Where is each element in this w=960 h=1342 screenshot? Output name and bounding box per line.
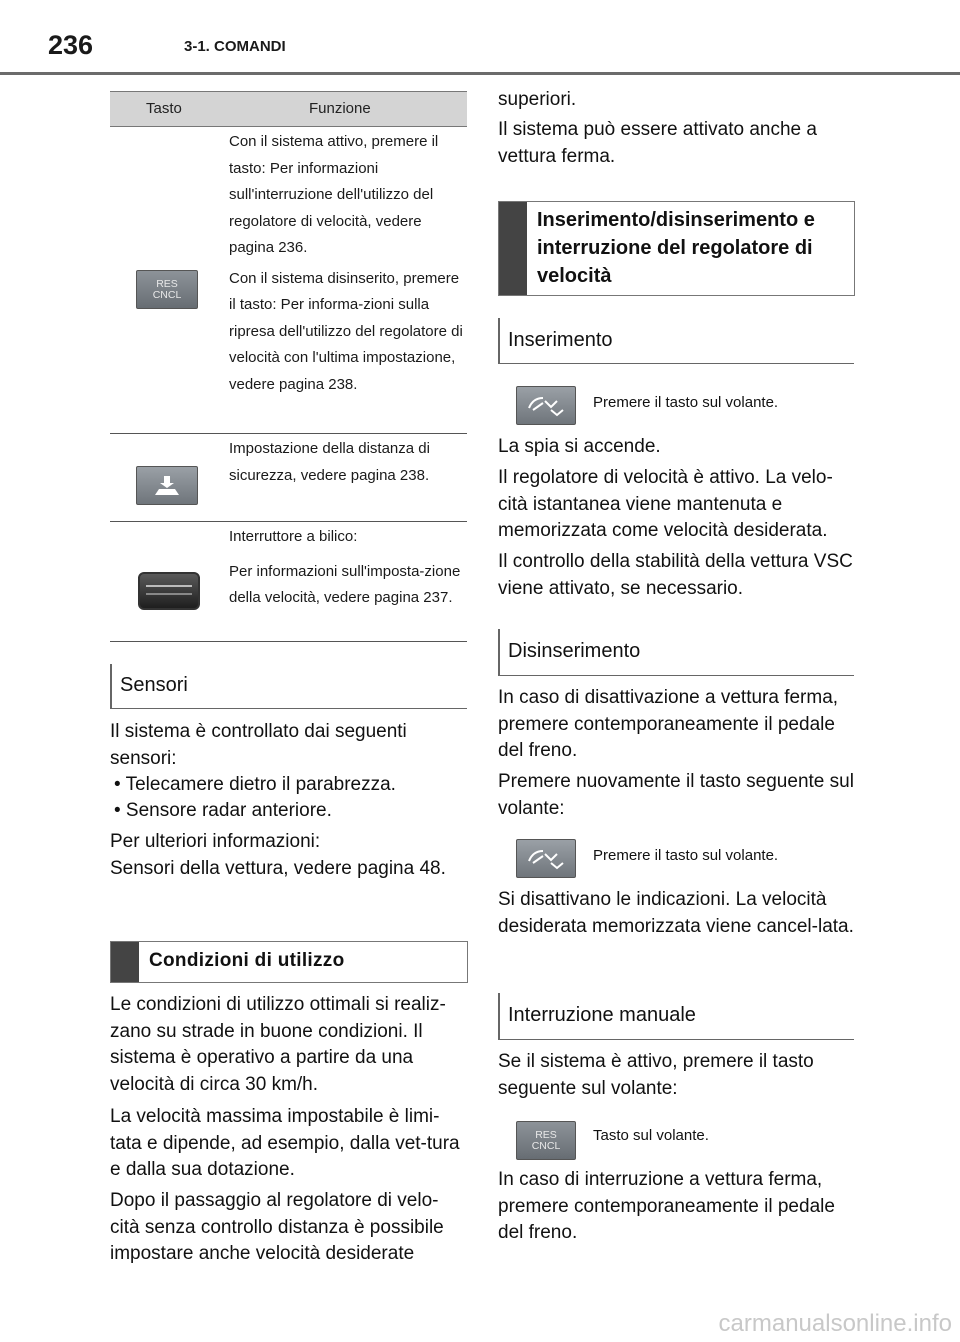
more-info-text: Per ulteriori informazioni: (110, 831, 321, 852)
table-header (110, 91, 467, 127)
interruzione-paragraph: Se il sistema è attivo, premere il tasto seguente sul volante: (498, 1051, 814, 1099)
heading-bar (499, 202, 527, 295)
condizioni-paragraph: La velocità massima impostabile è limi-tata e dipende, ad esempio, dalla vet-tura e dalla sua dotazione. (110, 1106, 460, 1180)
continued-paragraph: Il sistema può essere attivato anche a vettura ferma. (498, 119, 817, 167)
interruzione-paragraph: In caso di interruzione a vettura ferma, premere contemporaneamente il pedale del freno. (498, 1169, 835, 1243)
distance-key-icon (136, 466, 198, 505)
key-label-res: RES (535, 1129, 557, 1141)
subheading-bar (498, 318, 500, 363)
inserimento-paragraph: Il regolatore di velocità è attivo. La velo-cità istantanea viene mantenuta e memorizzata come velocità desiderata. (498, 467, 833, 541)
disinserimento-paragraph: In caso di disattivazione a vettura ferma, premere contemporaneamente il pedale del freno. (498, 687, 839, 761)
table-row-divider (110, 521, 467, 522)
key-description: Premere il tasto sul volante. (593, 847, 779, 864)
inserimento-heading: Inserimento (508, 329, 613, 351)
cruise-control-key-icon (516, 839, 576, 878)
speedometer-icon (517, 387, 575, 424)
condizioni-heading-box (110, 941, 468, 983)
table-cell-function (229, 524, 466, 616)
disinserimento-heading: Disinserimento (508, 640, 641, 662)
speedometer-icon (517, 840, 575, 877)
subheading-bar (498, 629, 500, 675)
subheading-rule (498, 1039, 854, 1040)
header-divider (0, 72, 960, 75)
section-title: 3-1. COMANDI (184, 38, 286, 55)
table-bottom-rule (110, 641, 467, 642)
distance-arrow-icon (137, 467, 197, 504)
cruise-control-key-icon (516, 386, 576, 425)
list-item: • Telecamere dietro il parabrezza. (114, 774, 396, 795)
function-text: Interruttore a bilico: (229, 528, 358, 545)
condizioni-paragraph: Le condizioni di utilizzo ottimali si realiz-zano su strade in buone condizioni. Il sistema è operativo a partire da una velocità di circa 30 km/h. (110, 994, 446, 1095)
watermark: carmanualsonline.info (718, 1310, 952, 1337)
res-cncl-key-icon (516, 1121, 576, 1160)
more-info-reference: Sensori della vettura, vedere pagina 48. (110, 858, 446, 879)
key-label-res: RES (156, 278, 178, 290)
key-description: Tasto sul volante. (593, 1127, 709, 1144)
function-text: Per informazioni sull'imposta-zione della velocità, vedere pagina 237. (229, 562, 461, 606)
disinserimento-paragraph: Premere nuovamente il tasto seguente sul volante: (498, 771, 854, 819)
function-text: Con il sistema disinserito, premere il tasto: Per informa-zioni sulla ripresa dell'utilizzo del regolatore di velocità con l'ultima impostazione, vedere pagina 238. (229, 269, 463, 393)
subheading-bar (498, 993, 500, 1039)
main-heading-box (498, 201, 855, 296)
function-text: Con il sistema attivo, premere il tasto: Per informazioni sull'interruzione dell'utilizzo del regolatore di velocità, vedere pagina 236. (229, 133, 439, 256)
table-row-divider (110, 433, 467, 434)
column-header-function: Funzione (309, 100, 371, 117)
table-cell-function (229, 129, 466, 402)
heading-bar (111, 942, 139, 982)
condizioni-paragraph: Dopo il passaggio al regolatore di velo-cità senza controllo distanza è possibile impostare anche velocità desiderate (110, 1190, 444, 1264)
subheading-rule (498, 363, 854, 364)
inserimento-paragraph: Il controllo della stabilità della vettura VSC viene attivato, se necessario. (498, 551, 853, 599)
continued-paragraph: superiori. (498, 89, 577, 110)
sensori-intro: Il sistema è controllato dai seguenti sensori: (110, 721, 407, 769)
disinserimento-paragraph: Si disattivano le indicazioni. La velocità desiderata memorizzata viene cancel-lata. (498, 889, 854, 937)
key-label-cncl: CNCL (531, 1140, 561, 1152)
function-text: Impostazione della distanza di sicurezza, vedere pagina 238. (229, 440, 430, 484)
key-description: Premere il tasto sul volante. (593, 394, 779, 411)
rocker-line (146, 593, 192, 595)
subheading-rule (110, 708, 467, 709)
rocker-line (146, 585, 192, 587)
page-number: 236 (48, 30, 94, 60)
inserimento-paragraph: La spia si accende. (498, 436, 661, 457)
main-heading: Inserimento/disinserimento e interruzione del regolatore di velocità (537, 209, 815, 287)
condizioni-heading: Condizioni di utilizzo (149, 950, 345, 971)
rocker-switch-icon (138, 572, 200, 610)
column-header-key: Tasto (146, 100, 182, 117)
key-label-cncl: CNCL (152, 289, 182, 301)
sensori-heading: Sensori (120, 674, 188, 696)
interruzione-heading: Interruzione manuale (508, 1004, 696, 1026)
table-cell-function (229, 436, 466, 493)
res-cncl-key-icon (136, 270, 198, 309)
key-function-table (110, 91, 467, 127)
list-item: • Sensore radar anteriore. (114, 800, 332, 821)
subheading-rule (498, 675, 854, 676)
subheading-bar (110, 664, 112, 708)
